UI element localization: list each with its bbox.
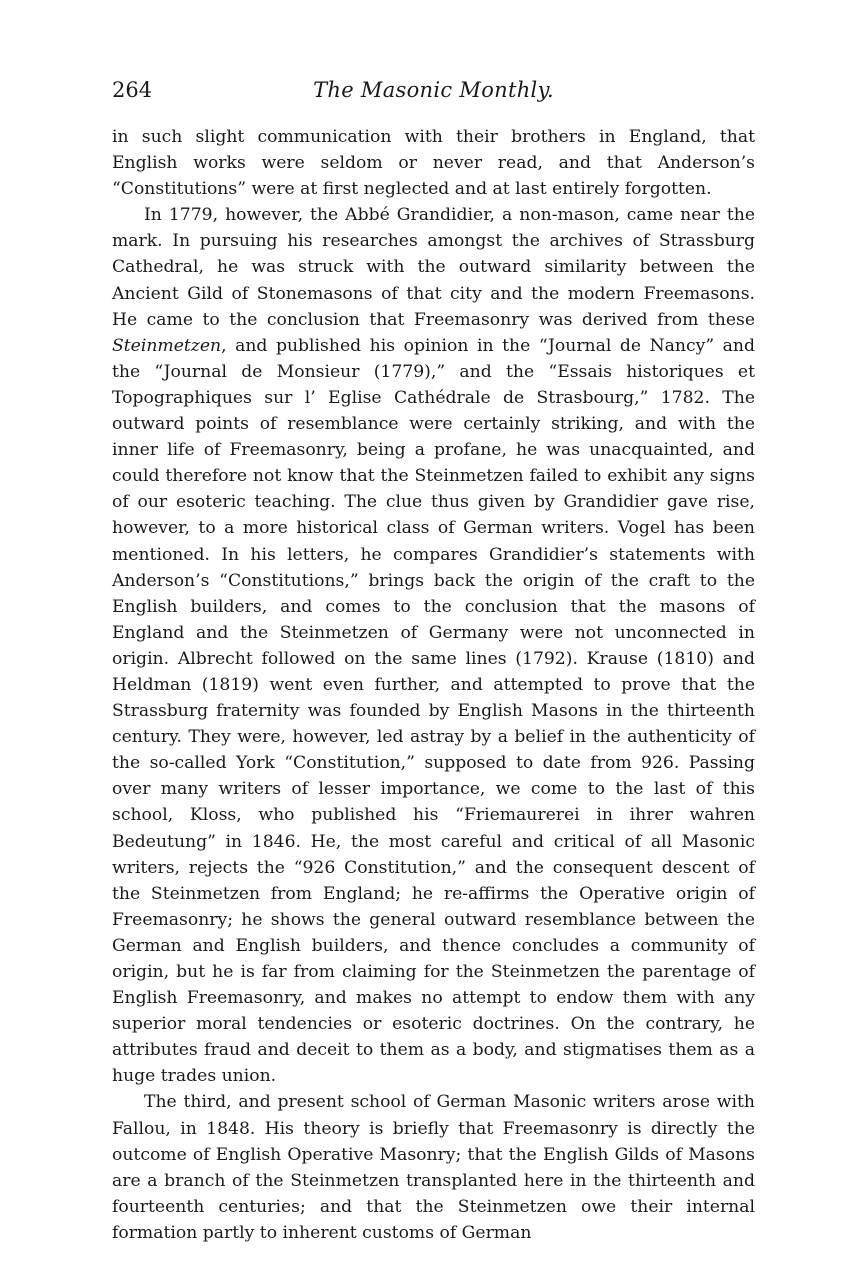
paragraph-grandidier [112, 202, 755, 1089]
body-text [112, 124, 755, 1246]
running-title: The Masonic Monthly. [313, 78, 554, 102]
paragraph-continuation: in such slight communication with their brothers in England, that English works were seldom or never read, and that Anderson’s “Constitutions” were at first neglected and at last entirely forgotten. [112, 127, 755, 200]
running-head [112, 78, 755, 118]
emphasis-steinmetzen: Steinmetzen [112, 335, 222, 356]
paragraph-text: , and published his opinion in the “Journal de Nancy” and the “Journal de Monsieur (1779),” and the “Essais historiques et Topographiques sur l’ Eglise Cathédrale de Strasbourg,” 1782. The outward points of resemblance were certainly striking, and with the inner life of Freemasonry, being a profane, he was unacquainted, and could therefore not know that the Steinmetzen failed to exhibit any signs of our esoteric teaching. The clue thus given by Grandidier gave rise, however, to a more historical class of German writers. Vogel has been mentioned. In his letters, he compares Grandidier’s statements with Anderson’s “Constitutions,” brings back the origin of the craft to the English builders, and comes to the conclusion that the masons of England and the Steinmetzen of Germany were not unconnected in origin. Albrecht followed on the same lines (1792). Krause (1810) and Heldman (1819) went even further, and attempted to prove that the Strassburg fraternity was founded by English Masons in the thirteenth century. They were, however, led astray by a belief in the authenticity of the so-called York “Constitution,” supposed to date from 926. Passing over many writers of lesser importance, we come to the last of this school, Kloss, who published his “Friemaurerei in ihrer wahren Bedeutung” in 1846. He, the most careful and critical of all Masonic writers, rejects the “926 Constitution,” and the consequent descent of the Steinmetzen from England; he re-affirms the Operative origin of Freemasonry; he shows the general outward resemblance between the German and English builders, and thence concludes a community of origin, but he is far from claiming for the Steinmetzen the parentage of English Freemasonry, and makes no attempt to endow them with any superior moral tendencies or esoteric doctrines. On the contrary, he attributes fraud and deceit to them as a body, and stigmatises them as a huge trades union. [112, 335, 755, 1087]
document-page [112, 78, 755, 1246]
paragraph-third-school: The third, and present school of German Masonic writers arose with Fallou, in 1848. His theory is briefly that Freemasonry is directly the outcome of English Operative Masonry; that the English Gilds of Masons are a branch of the Steinmetzen transplanted here in the thirteenth and fourteenth centuries; and that the Steinmetzen owe their internal formation partly to inherent customs of German [112, 1092, 755, 1243]
page-number: 264 [112, 78, 153, 102]
paragraph-text: In 1779, however, the Abbé Grandidier, a non-mason, came near the mark. In pursuing his researches amongst the archives of Strassburg Cathedral, he was struck with the outward similarity between the Ancient Gild of Stonemasons of that city and the modern Freemasons. He came to the conclusion that Freemasonry was derived from these [112, 205, 755, 330]
